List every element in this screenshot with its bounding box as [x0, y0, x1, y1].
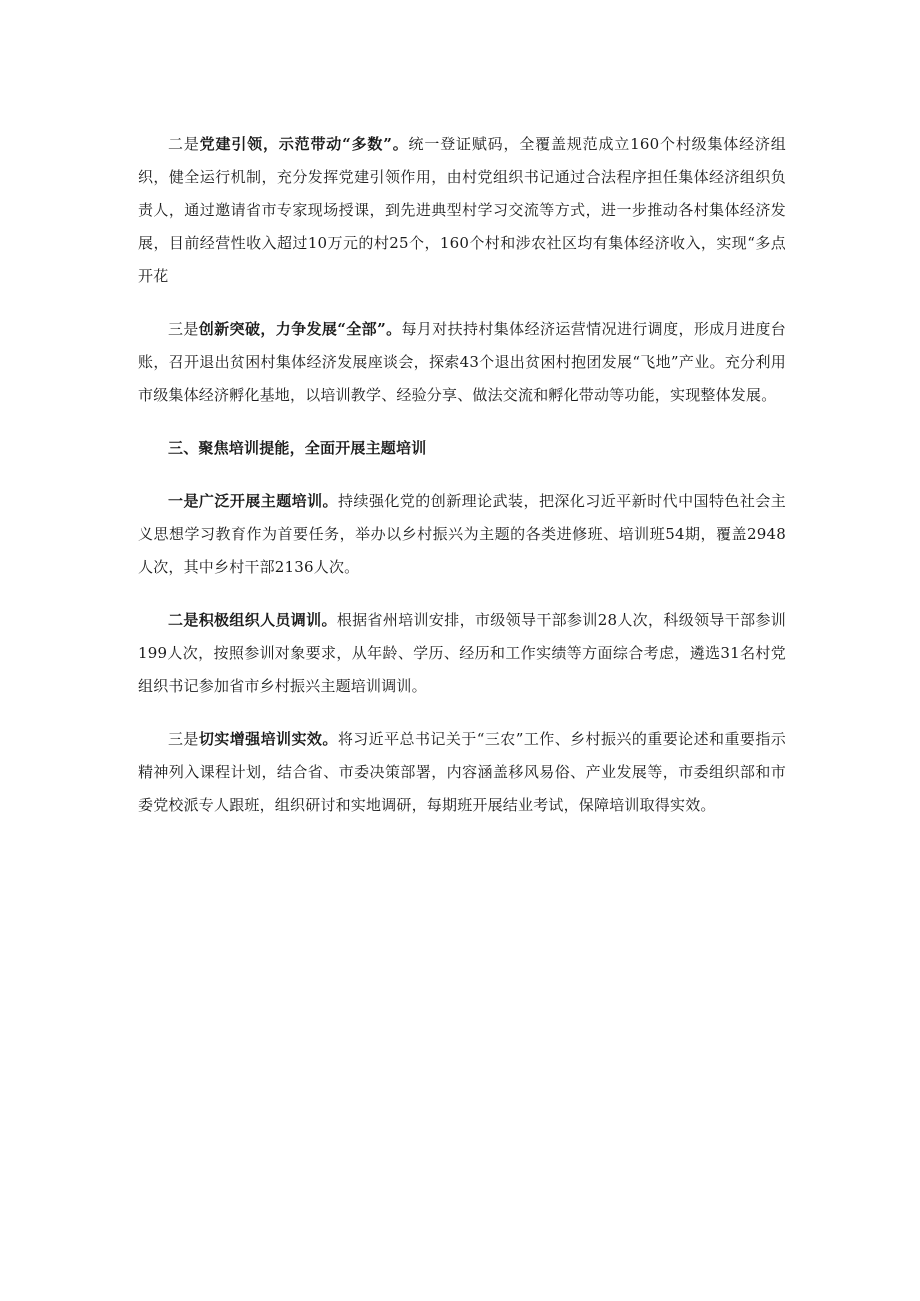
section-heading: 三、聚焦培训提能，全面开展主题培训 [168, 439, 427, 457]
paragraph-party-building [138, 128, 786, 293]
paragraph-personnel-training [138, 604, 786, 703]
paragraph-training-effect [138, 723, 786, 822]
document-page [138, 128, 786, 842]
paragraph-prefix: 三是 [168, 730, 199, 748]
paragraph-body: 根据省州培训安排，市级领导干部参训28人次，科级领导干部参训199人次，按照参训对象要求，从年龄、学历、经历和工作实绩等方面综合考虑，遴选31名村党组织书记参加省市乡村振兴主题培训调训。 [138, 611, 786, 695]
paragraph-prefix: 三是 [168, 320, 199, 338]
paragraph-lead: 一是广泛开展主题培训。 [168, 492, 339, 510]
paragraph-theme-training [138, 485, 786, 584]
paragraph-lead: 二是积极组织人员调训。 [168, 611, 337, 629]
paragraph-body: 每月对扶持村集体经济运营情况进行调度，形成月进度台账，召开退出贫困村集体经济发展座谈会，探索43个退出贫困村抱团发展“飞地”产业。充分利用市级集体经济孵化基地，以培训教学、经验分享、做法交流和孵化带动等功能，实现整体发展。 [138, 320, 786, 404]
paragraph-innovation [138, 313, 786, 412]
paragraph-body: 将习近平总书记关于“三农”工作、乡村振兴的重要论述和重要指示精神列入课程计划，结合省、市委决策部署，内容涵盖移风易俗、产业发展等，市委组织部和市委党校派专人跟班，组织研讨和实地调研，每期班开展结业考试，保障培训取得实效。 [138, 730, 786, 814]
paragraph-lead: 党建引领，示范带动“多数”。 [199, 135, 409, 153]
paragraph-body: 持续强化党的创新理论武装，把深化习近平新时代中国特色社会主义思想学习教育作为首要任务，举办以乡村振兴为主题的各类进修班、培训班54期，覆盖2948人次，其中乡村干部2136人次。 [138, 492, 787, 576]
paragraph-lead: 切实增强培训实效。 [198, 730, 338, 748]
paragraph-prefix: 二是 [168, 135, 200, 153]
paragraph-lead: 创新突破，力争发展“全部”。 [198, 320, 402, 338]
paragraph-body: 统一登证赋码，全覆盖规范成立160个村级集体经济组织，健全运行机制，充分发挥党建引领作用，由村党组织书记通过合法程序担任集体经济组织负责人，通过邀请省市专家现场授课，到先进典型村学习交流等方式，进一步推动各村集体经济发展，目前经营性收入超过10万元的村25个，160个村和涉农社区均有集体经济收入，实现“多点开花 [138, 135, 786, 285]
